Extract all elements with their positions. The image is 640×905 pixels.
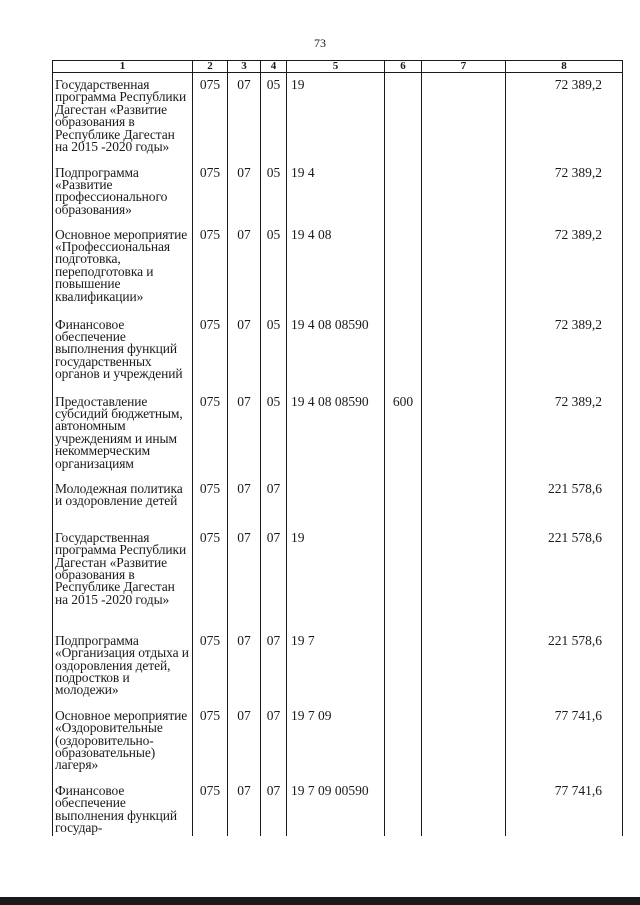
budget-table: [52, 60, 623, 836]
row-col-7: [422, 390, 506, 477]
table-row: [53, 313, 623, 390]
row-section: 07: [228, 223, 261, 313]
row-col-7: [422, 223, 506, 313]
row-subsection: 07: [261, 629, 287, 704]
row-target-article: 19 4 08 08590: [287, 313, 385, 390]
row-amount: 72 389,2: [506, 390, 623, 477]
row-section: 07: [228, 526, 261, 629]
row-ministry-code: 075: [193, 223, 228, 313]
row-expense-type: [385, 223, 422, 313]
row-amount: 77 741,6: [506, 704, 623, 779]
row-name: Финансовое обеспечение выполнения функций государ-: [53, 779, 193, 836]
table-row: [53, 390, 623, 477]
row-name: Подпрограмма «Развитие профессионального образования»: [53, 161, 193, 223]
row-section: 07: [228, 779, 261, 836]
row-expense-type: [385, 629, 422, 704]
row-col-7: [422, 704, 506, 779]
row-amount: 72 389,2: [506, 313, 623, 390]
row-col-7: [422, 313, 506, 390]
table-row: [53, 73, 623, 161]
header-col-3: 3: [228, 61, 261, 73]
row-section: 07: [228, 477, 261, 526]
row-target-article: 19 7: [287, 629, 385, 704]
row-name: Государственная программа Республики Дагестан «Развитие образования в Республике Дагестан на 2015 -2020 годы»: [53, 526, 193, 629]
row-subsection: 07: [261, 526, 287, 629]
row-amount: 221 578,6: [506, 629, 623, 704]
row-target-article: 19: [287, 526, 385, 629]
header-col-8: 8: [506, 61, 623, 73]
row-amount: 72 389,2: [506, 223, 623, 313]
row-ministry-code: 075: [193, 779, 228, 836]
row-expense-type: [385, 704, 422, 779]
row-col-7: [422, 526, 506, 629]
row-subsection: 05: [261, 223, 287, 313]
scan-edge: [0, 897, 640, 905]
row-expense-type: [385, 313, 422, 390]
row-amount: 72 389,2: [506, 73, 623, 161]
table-row: [53, 779, 623, 836]
row-ministry-code: 075: [193, 390, 228, 477]
header-col-5: 5: [287, 61, 385, 73]
row-section: 07: [228, 390, 261, 477]
row-expense-type: [385, 161, 422, 223]
header-row: [53, 61, 623, 73]
row-section: 07: [228, 313, 261, 390]
row-name: Финансовое обеспечение выполнения функций государственных органов и учреждений: [53, 313, 193, 390]
header-col-6: 6: [385, 61, 422, 73]
row-name: Государственная программа Республики Дагестан «Развитие образования в Республике Дагестан на 2015 -2020 годы»: [53, 73, 193, 161]
row-amount: 72 389,2: [506, 161, 623, 223]
page-number: 73: [314, 36, 326, 50]
header-col-7: 7: [422, 61, 506, 73]
row-expense-type: [385, 477, 422, 526]
row-target-article: 19 4 08 08590: [287, 390, 385, 477]
row-ministry-code: 075: [193, 629, 228, 704]
row-section: 07: [228, 629, 261, 704]
row-col-7: [422, 779, 506, 836]
row-ministry-code: 075: [193, 161, 228, 223]
row-target-article: 19: [287, 73, 385, 161]
row-ministry-code: 075: [193, 704, 228, 779]
row-ministry-code: 075: [193, 73, 228, 161]
row-subsection: 05: [261, 313, 287, 390]
row-target-article: [287, 477, 385, 526]
row-subsection: 07: [261, 704, 287, 779]
row-subsection: 05: [261, 390, 287, 477]
row-name: Основное мероприятие «Оздоровительные (оздоровительно-образовательные) лагеря»: [53, 704, 193, 779]
row-section: 07: [228, 73, 261, 161]
row-name: Предоставление субсидий бюджетным, автономным учреждениям и иным некоммерческим организациям: [53, 390, 193, 477]
row-target-article: 19 4 08: [287, 223, 385, 313]
row-subsection: 07: [261, 779, 287, 836]
row-section: 07: [228, 161, 261, 223]
row-expense-type: [385, 73, 422, 161]
row-target-article: 19 7 09: [287, 704, 385, 779]
header-col-4: 4: [261, 61, 287, 73]
table-row: [53, 161, 623, 223]
header-col-1: 1: [53, 61, 193, 73]
row-col-7: [422, 477, 506, 526]
row-col-7: [422, 629, 506, 704]
row-subsection: 07: [261, 477, 287, 526]
table-row: [53, 223, 623, 313]
row-amount: 77 741,6: [506, 779, 623, 836]
row-expense-type: [385, 779, 422, 836]
row-ministry-code: 075: [193, 313, 228, 390]
row-amount: 221 578,6: [506, 477, 623, 526]
row-target-article: 19 7 09 00590: [287, 779, 385, 836]
row-ministry-code: 075: [193, 477, 228, 526]
row-section: 07: [228, 704, 261, 779]
row-ministry-code: 075: [193, 526, 228, 629]
table-row: [53, 704, 623, 779]
row-col-7: [422, 73, 506, 161]
row-expense-type: [385, 526, 422, 629]
table-row: [53, 477, 623, 526]
row-col-7: [422, 161, 506, 223]
row-subsection: 05: [261, 161, 287, 223]
row-amount: 221 578,6: [506, 526, 623, 629]
row-target-article: 19 4: [287, 161, 385, 223]
table-row: [53, 629, 623, 704]
table-row: [53, 526, 623, 629]
row-subsection: 05: [261, 73, 287, 161]
row-name: Подпрограмма «Организация отдыха и оздоровления детей, подростков и молодежи»: [53, 629, 193, 704]
header-col-2: 2: [193, 61, 228, 73]
row-expense-type: 600: [385, 390, 422, 477]
row-name: Основное мероприятие «Профессиональная подготовка, переподготовка и повышение квалификации»: [53, 223, 193, 313]
row-name: Молодежная политика и оздоровление детей: [53, 477, 193, 526]
